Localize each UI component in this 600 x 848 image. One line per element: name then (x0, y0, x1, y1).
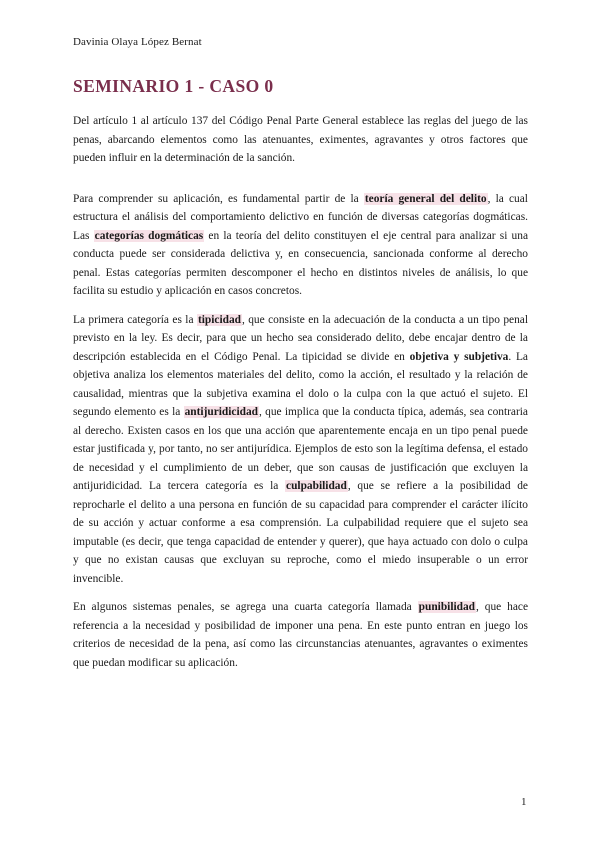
text-run: Para comprender su aplicación, es fundamental partir de la (73, 192, 364, 205)
highlight-tipicidad: tipicidad (197, 313, 241, 326)
document-body (73, 112, 528, 682)
paragraph-intro: Del artículo 1 al artículo 137 del Código Penal Parte General establece las reglas del juego de las penas, abarcando elementos como las atenuantes, eximentes, agravantes y otros factores que pueden influir en la determinación de la sanción. (73, 115, 528, 164)
text-run: En algunos sistemas penales, se agrega una cuarta categoría llamada (73, 601, 418, 613)
paragraph-categories (73, 311, 528, 589)
highlight-teoria-general: teoría general del delito (364, 192, 487, 205)
paragraph-theory (73, 190, 528, 301)
highlight-punibilidad: punibilidad (418, 601, 476, 613)
text-run: . La objetiva analiza los elementos materiales del delito, como la acción, el resultado y la relación de causalidad, mientras que la subjetiva examina el dolo o la culpa con la que actuó el sujeto. El segundo elemento es la (73, 350, 528, 418)
page-number: 1 (521, 796, 527, 808)
highlight-categorias-dogmaticas: categorías dogmáticas (94, 229, 204, 242)
text-run: , que se refiere a la posibilidad de reprocharle el delito a una persona en función de su capacidad para comprender el carácter ilícito de su acción y actuar conforme a esa comprensión. La culpabilidad requiere que el sujeto sea imputable (es decir, que tenga capacidad de entender y querer), que haya actuado con dolo o culpa y que no existan causas que excluyan su reproche, como el miedo insuperable o un error invencible. (73, 480, 528, 585)
text-run: , que implica que la conducta típica, además, sea contraria al derecho. Existen casos en los que una acción que aparentemente encaja en un tipo penal puede estar justificada y, por tanto, no ser antijurídica. Ejemplos de esto son la legítima defensa, el estado de necesidad y el cumplimiento de un deber, que son causas de justificación que excluyen la antijuridicidad. La tercera categoría es la (73, 406, 528, 492)
highlight-culpabilidad: culpabilidad (286, 480, 347, 492)
text-run: , que hace referencia a la necesidad y posibilidad de imponer una pena. En este punto entran en juego los criterios de necesidad de la pena, así como las circunstancias atenuantes, agravantes o eximentes que puedan modificar su aplicación. (73, 601, 529, 669)
header-author: Davinia Olaya López Bernat (73, 36, 202, 48)
text-run: La primera categoría es la (73, 313, 197, 326)
highlight-antijuridicidad: antijuridicidad (184, 406, 258, 418)
text-run: , que consiste en la adecuación de la conducta a un tipo penal previsto en la ley. Es decir, para que un hecho sea considerado delito, debe encajar dentro de la descripción establecida en el Código Penal. La tipicidad se divide en (73, 313, 528, 363)
text-run: , la cual estructura el análisis del comportamiento delictivo en función de diversas categorías dogmáticas. Las (73, 192, 528, 242)
bold-objetiva-subjetiva: objetiva y subjetiva (409, 350, 509, 363)
document-title: SEMINARIO 1 - CASO 0 (73, 76, 274, 96)
paragraph-punibilidad (73, 598, 528, 672)
text-run: en la teoría del delito constituyen el eje central para analizar si una conducta puede ser considerada delictiva y, en consecuencia, sancionada conforme al derecho penal. Estas categorías permiten descomponer el hecho en distintos niveles de análisis, lo que facilita su estudio y aplicación en casos concretos. (73, 229, 528, 297)
